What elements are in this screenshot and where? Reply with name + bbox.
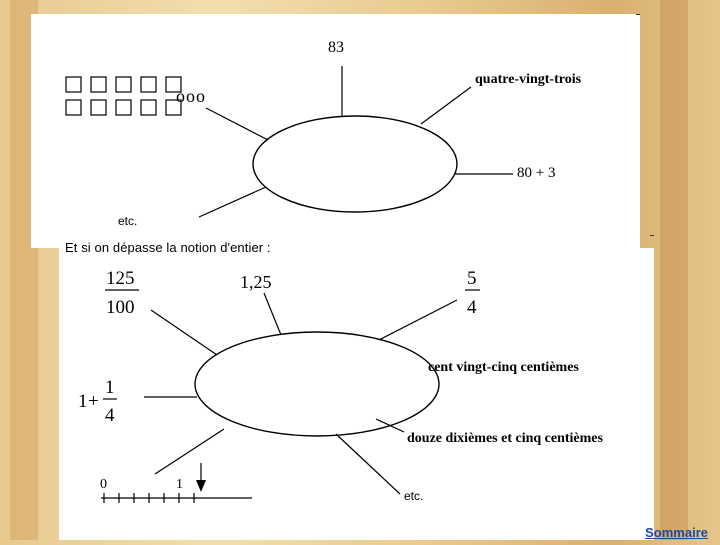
caption-text: Et si on dépasse la notion d'entier :	[65, 240, 271, 255]
top-diagram	[31, 14, 640, 248]
top-diagram-panel	[31, 14, 640, 248]
mixed-whole: 1	[78, 391, 88, 412]
background-stripe	[660, 0, 688, 540]
frac-125-denominator: 100	[106, 297, 135, 318]
ray-frac-5-4	[379, 300, 457, 340]
label-83: 83	[328, 39, 344, 56]
ray-frac-125-100	[151, 310, 217, 355]
label-etc-top: etc.	[118, 214, 138, 228]
placeholder-glyphs	[66, 77, 181, 115]
ray-upper-right	[421, 87, 471, 124]
mixed-numerator: 1	[105, 377, 115, 398]
label-cent-vingt-cinq: cent vingt-cinq centièmes	[428, 360, 579, 375]
circles-glyph: ooo	[176, 86, 206, 106]
mixed-plus: +	[88, 391, 99, 412]
number-line-one: 1	[176, 477, 183, 492]
bottom-diagram-panel	[59, 248, 654, 540]
label-etc-bottom: etc.	[404, 489, 424, 503]
ray-upper-left	[206, 108, 268, 140]
frac-5-numerator: 5	[467, 268, 477, 289]
ray-douze	[376, 419, 404, 432]
label-douze-dixiemes: douze dixièmes et cinq centièmes	[407, 431, 603, 446]
sommaire-link[interactable]: Sommaire	[645, 525, 708, 540]
mixed-denominator: 4	[105, 405, 115, 426]
bottom-diagram	[59, 248, 654, 540]
ray-lower-left	[199, 187, 266, 217]
edge-mark	[636, 14, 640, 15]
number-line-zero: 0	[100, 477, 107, 492]
central-ellipse-2	[195, 332, 439, 436]
ray-etc	[336, 434, 400, 494]
arrow-down-icon	[196, 480, 206, 492]
central-ellipse	[253, 116, 457, 212]
label-80-plus-3: 80 + 3	[517, 165, 556, 181]
frac-5-denominator: 4	[467, 297, 477, 318]
frac-125-numerator: 125	[106, 268, 135, 289]
edge-mark	[650, 235, 654, 236]
label-quatre-vingt-trois: quatre-vingt-trois	[475, 72, 582, 87]
ray-decimal	[264, 293, 281, 335]
decimal-value: 1,25	[240, 272, 272, 292]
ray-number-line	[155, 429, 224, 474]
